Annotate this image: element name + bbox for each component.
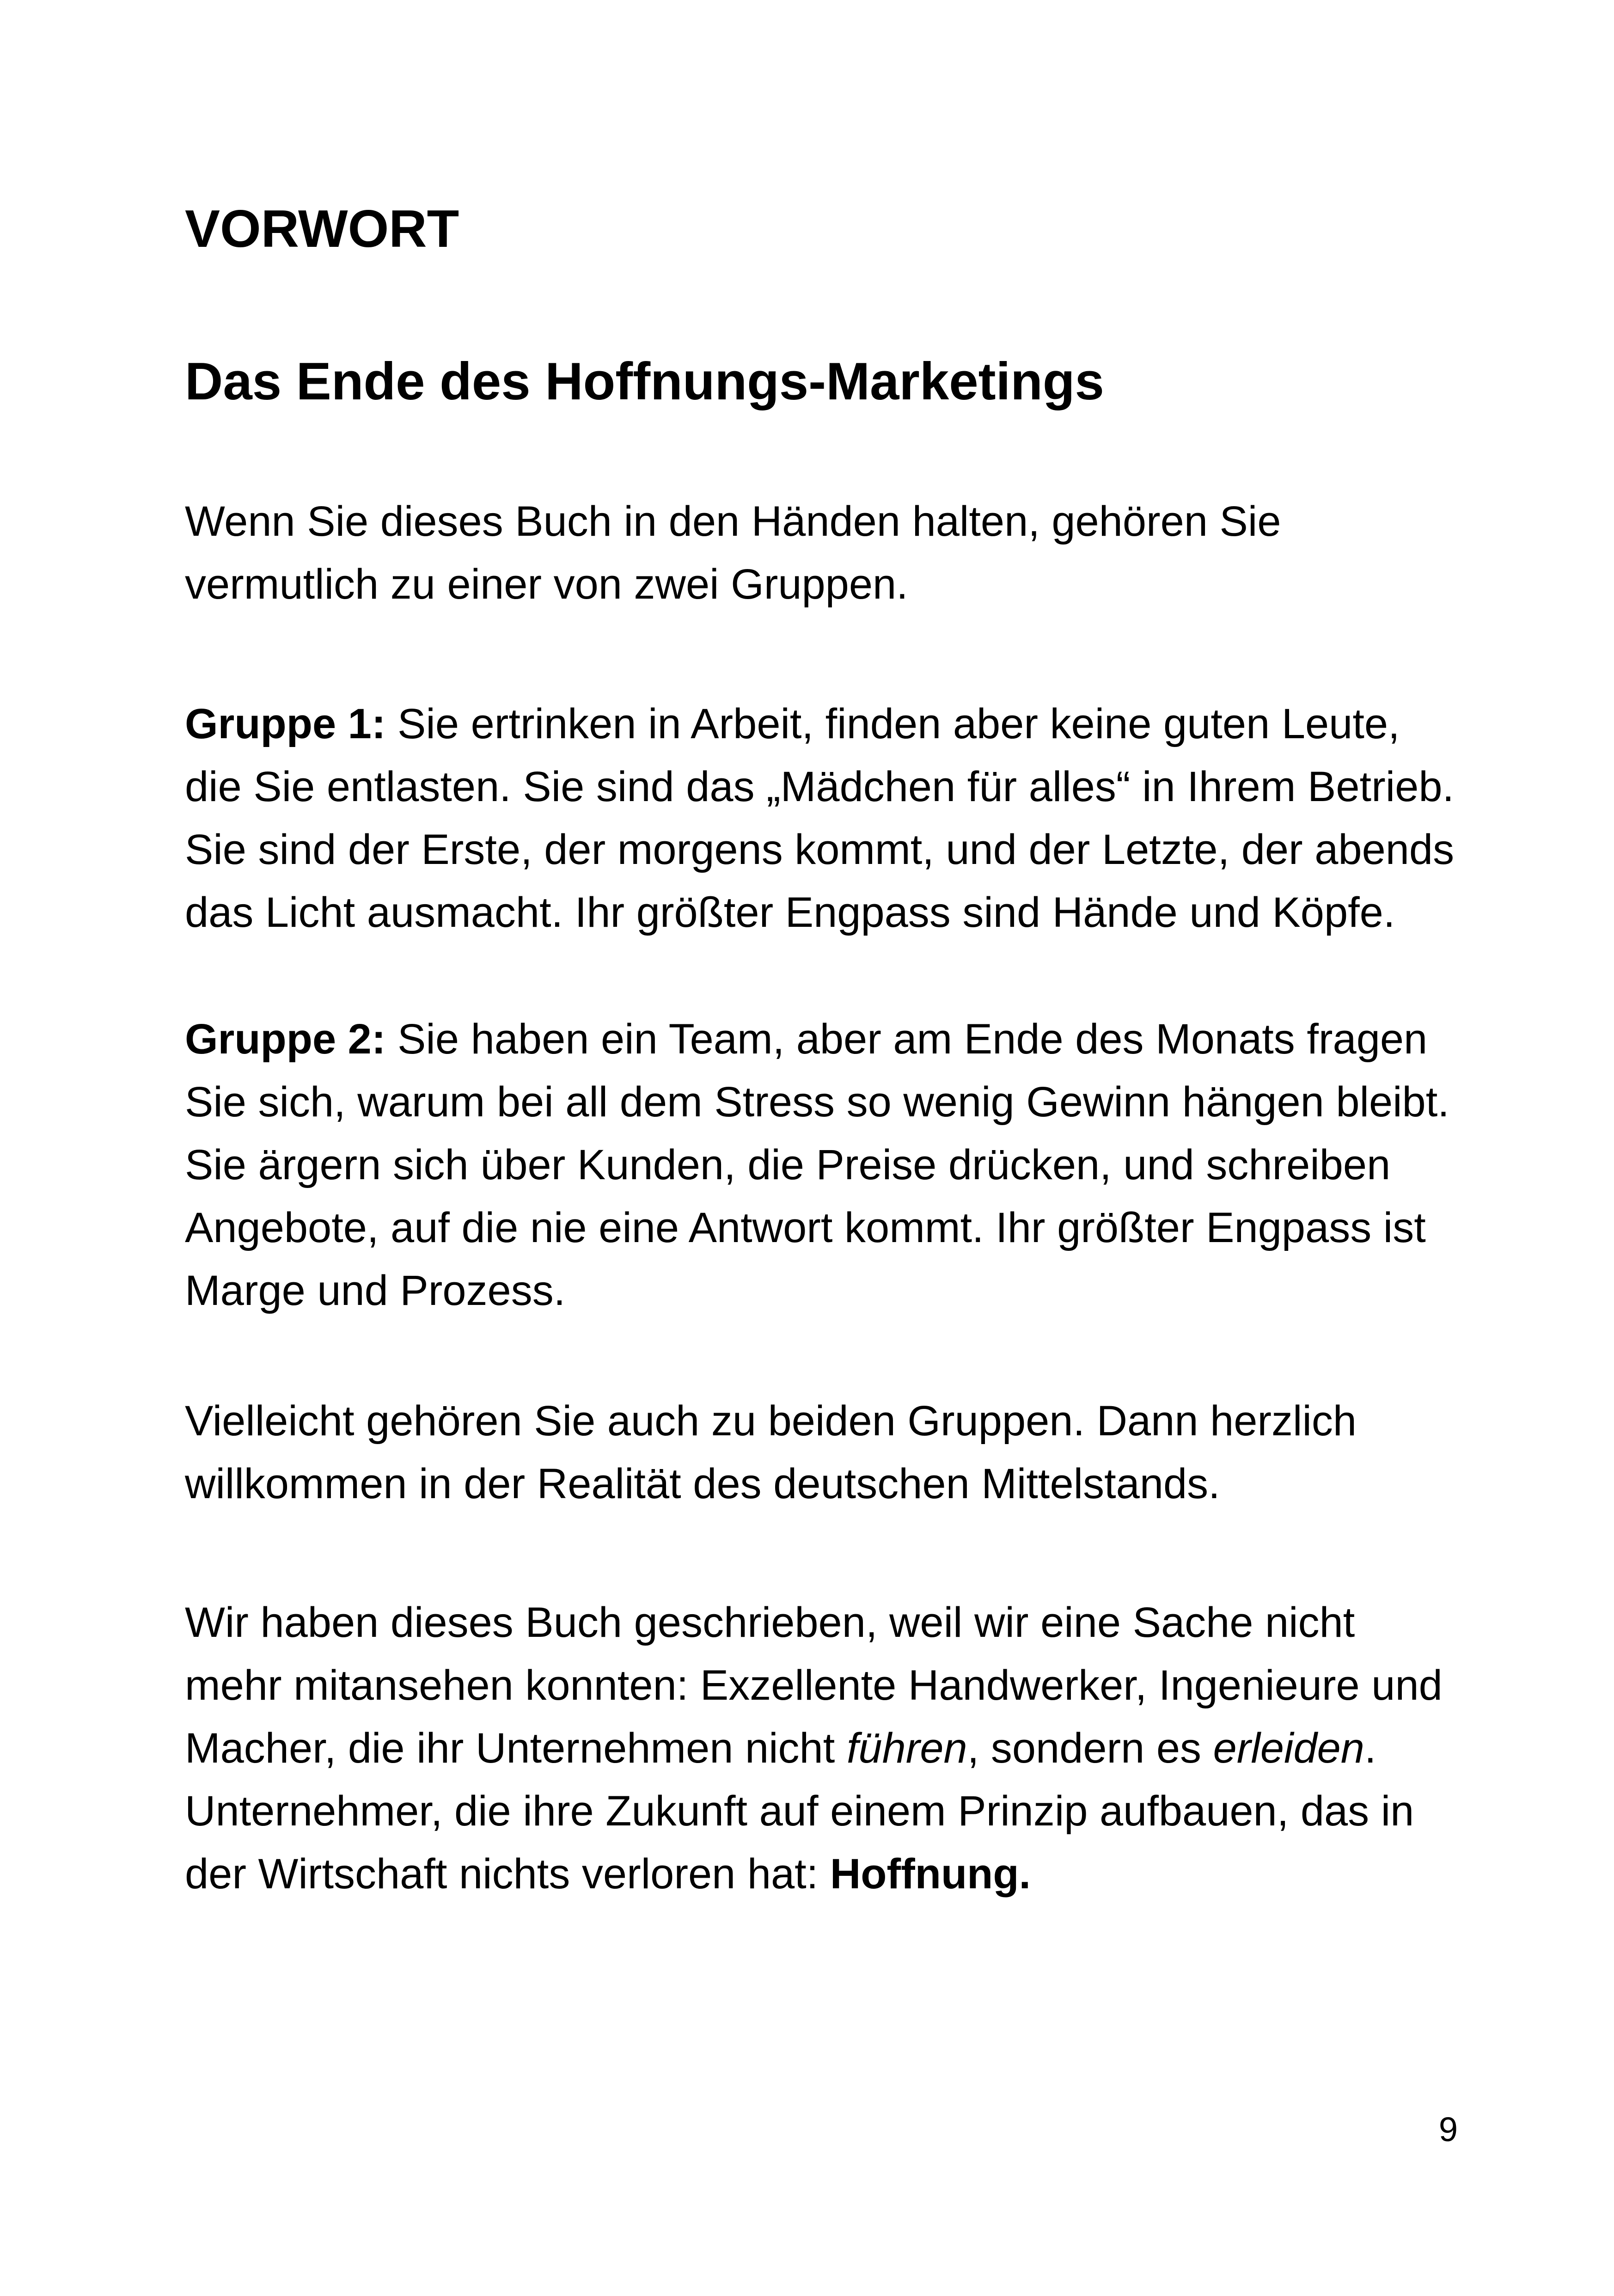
group-label: Gruppe 2:: [185, 1016, 386, 1063]
page-number: 9: [1438, 2110, 1458, 2149]
text-line: vermutlich zu einer von zwei Gruppen.: [185, 561, 908, 608]
paragraph-group-1: [185, 692, 1488, 944]
text-line: [185, 1008, 1488, 1071]
italic-emphasis: erleiden: [1213, 1725, 1364, 1772]
italic-emphasis: führen: [846, 1725, 967, 1772]
text-fragment: Sie haben ein Team, aber am Ende des Monats fragen: [385, 1016, 1428, 1063]
text-line: [185, 692, 1488, 755]
bold-emphasis: Hoffnung.: [830, 1850, 1031, 1898]
chapter-title: VORWORT: [185, 200, 459, 258]
text-fragment: Sie ertrinken in Arbeit, finden aber keine guten Leute,: [385, 700, 1400, 747]
text-line: Angebote, auf die nie eine Antwort kommt. Ihr größter Engpass ist: [185, 1204, 1426, 1251]
text-line: die Sie entlasten. Sie sind das „Mädchen für alles“ in Ihrem Betrieb.: [185, 763, 1455, 810]
text-fragment: , sondern es: [967, 1725, 1213, 1772]
text-fragment: Macher, die ihr Unternehmen nicht: [185, 1725, 847, 1772]
text-line: Marge und Prozess.: [185, 1267, 566, 1314]
text-line: mehr mitansehen konnten: Exzellente Handwerker, Ingenieure und: [185, 1662, 1443, 1709]
text-line: Wenn Sie dieses Buch in den Händen halten, gehören Sie: [185, 498, 1281, 545]
paragraph-both-groups: [185, 1390, 1488, 1515]
text-line: Unternehmer, die ihre Zukunft auf einem Prinzip aufbauen, das in: [185, 1788, 1414, 1835]
text-line: Vielleicht gehören Sie auch zu beiden Gruppen. Dann herzlich: [185, 1397, 1357, 1445]
text-line: [185, 1843, 1488, 1905]
text-line: Sie sind der Erste, der morgens kommt, und der Letzte, der abends: [185, 826, 1455, 873]
section-title: Das Ende des Hoffnungs-Marketings: [185, 352, 1104, 411]
text-line: Sie sich, warum bei all dem Stress so wenig Gewinn hängen bleibt.: [185, 1078, 1449, 1126]
text-line: das Licht ausmacht. Ihr größter Engpass sind Hände und Köpfe.: [185, 889, 1395, 936]
text-line: willkommen in der Realität des deutschen Mittelstands.: [185, 1460, 1220, 1507]
text-line: Sie ärgern sich über Kunden, die Preise drücken, und schreiben: [185, 1141, 1391, 1188]
paragraph-intro: [185, 490, 1488, 616]
paragraph-motivation: [185, 1591, 1488, 1905]
text-line: Wir haben dieses Buch geschrieben, weil wir eine Sache nicht: [185, 1599, 1355, 1646]
text-fragment: .: [1364, 1725, 1376, 1772]
text-fragment: der Wirtschaft nichts verloren hat:: [185, 1850, 830, 1898]
text-line: [185, 1717, 1488, 1780]
paragraph-group-2: [185, 1008, 1488, 1322]
group-label: Gruppe 1:: [185, 700, 386, 747]
